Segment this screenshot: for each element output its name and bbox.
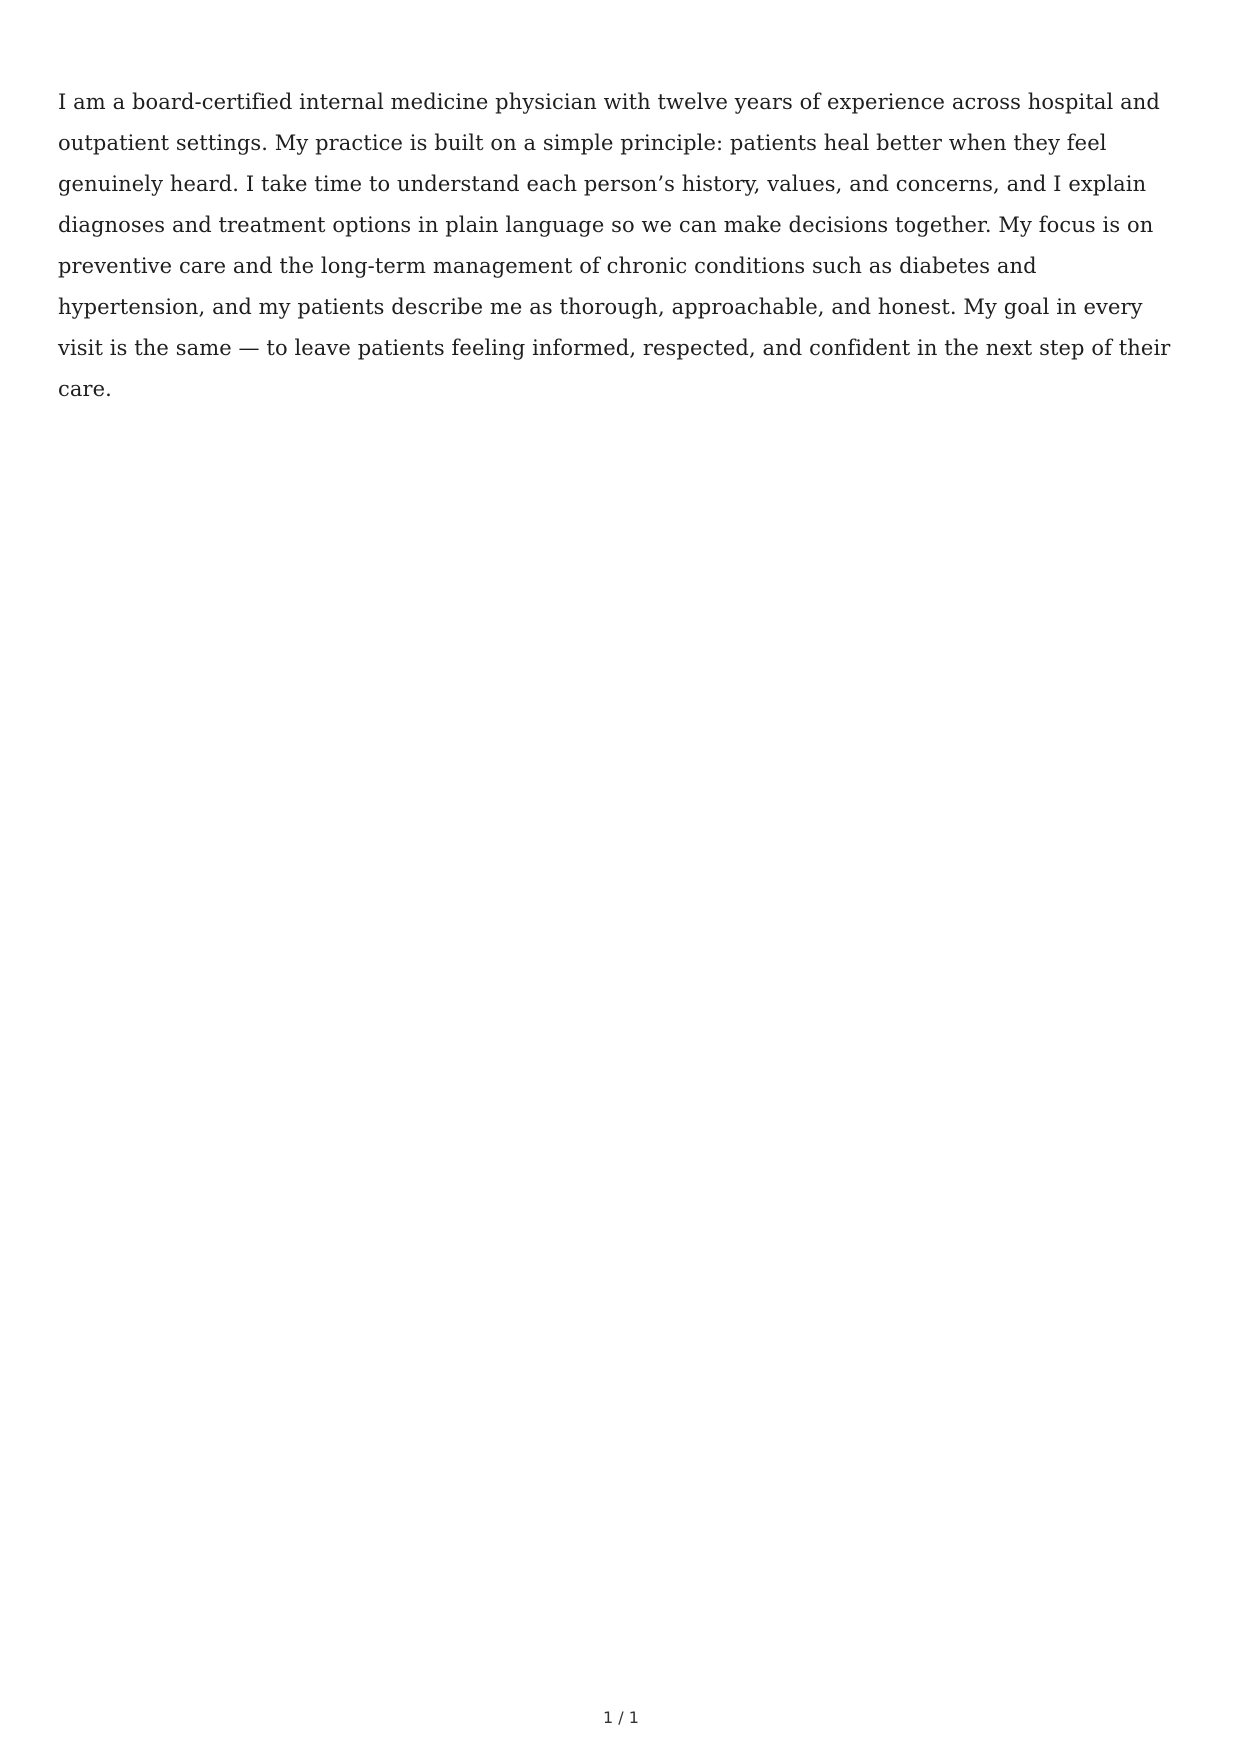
page-number: 1 / 1 [603,1708,639,1727]
bio-paragraph: I am a board-certified internal medicine physician with twelve years of experience across hospital and outpatient settings. My practice is built on a simple principle: patients heal better when they feel genuinely heard. I take time to understand each person’s history, values, and concerns, and I explain diagnoses and treatment options in plain language so we can make decisions together. My focus is on preventive care and the long-term management of chronic conditions such as diabetes and hypertension, and my patients describe me as thorough, approachable, and honest. My goal in every visit is the same — to leave patients feeling informed, respected, and confident in the next step of their care. [58,90,1171,401]
